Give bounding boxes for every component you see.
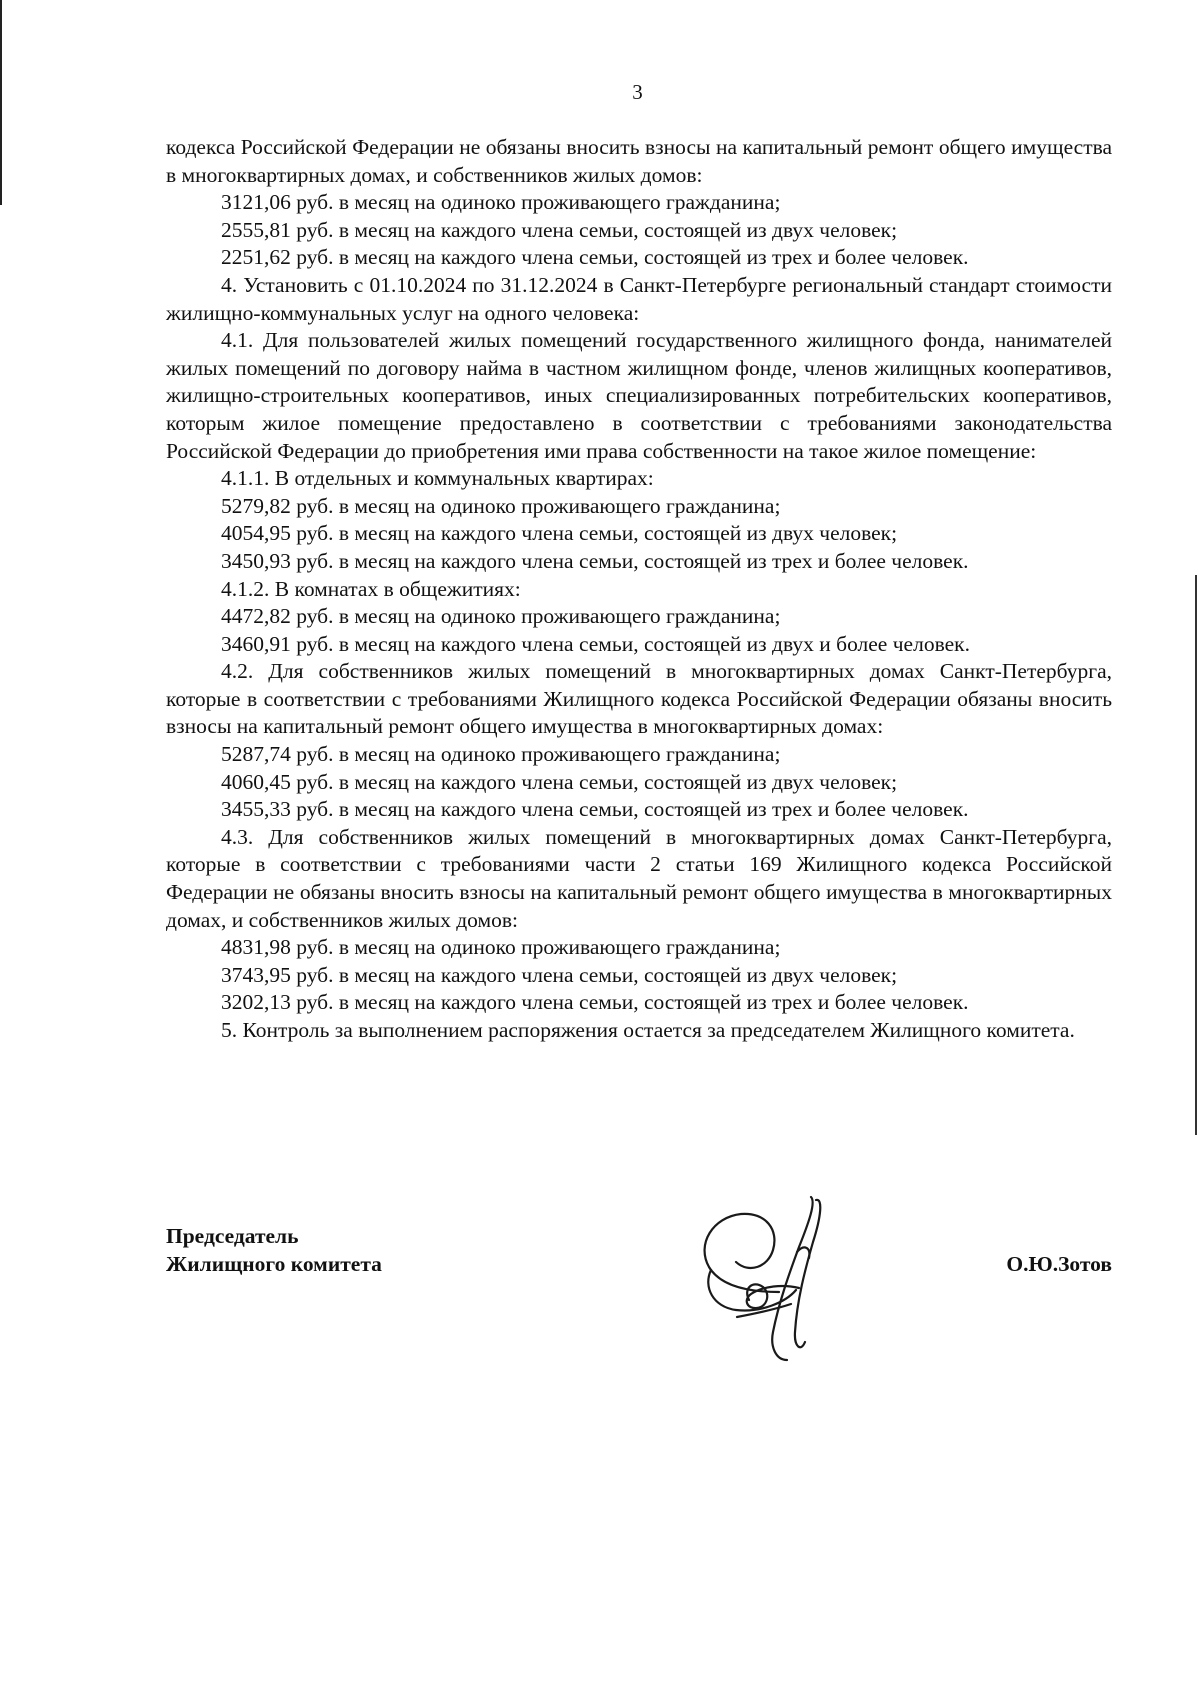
paragraph: 2251,62 руб. в месяц на каждого члена семьи, состоящей из трех и более человек. [221,245,969,270]
paragraph: 4. Установить с 01.10.2024 по 31.12.2024 в Санкт-Петербурге региональный стандарт стоимости жилищно-коммунальных услуг на одного человека: [166,272,1112,325]
page-number: 3 [632,80,643,104]
signer-title-line1: Председатель [166,1224,299,1248]
scan-edge-right [1195,575,1197,1135]
document-body [166,134,1112,1045]
paragraph: 4.3. Для собственников жилых помещений в многоквартирных домах Санкт-Петербурга, которые в соответствии с требованиями части 2 статьи 169 Жилищного кодекса Российской Федерации не обязаны вносить взносы на капитальный ремонт общего имущества в многоквартирных домах, и собственников жилых домов: [166,824,1112,932]
signer-title-line2: Жилищного комитета [166,1252,382,1276]
paragraph: 4060,45 руб. в месяц на каждого члена семьи, состоящей из двух человек; [221,769,898,794]
paragraph: кодекса Российской Федерации не обязаны вносить взносы на капитальный ремонт общего имущества в многоквартирных домах, и собственников жилых домов: [166,135,1112,187]
paragraph: 5. Контроль за выполнением распоряжения остается за председателем Жилищного комитета. [221,1018,1075,1042]
paragraph: 3450,93 руб. в месяц на каждого члена семьи, состоящей из трех и более человек. [221,548,969,573]
paragraph: 4.1. Для пользователей жилых помещений государственного жилищного фонда, нанимателей жилых помещений по договору найма в частном жилищном фонде, членов жилищных кооперативов, жилищно-строительных кооперативов, иных специализированных потребительских кооперативов, которым жилое помещение предоставлено в соответствии с требованиями законодательства Российской Федерации до приобретения ими права собственности на такое жилое помещение: [166,328,1112,463]
paragraph: 3121,06 руб. в месяц на одиноко проживающего гражданина; [221,190,781,215]
signature-block [166,1222,1112,1382]
paragraph: 5287,74 руб. в месяц на одиноко проживающего гражданина; [221,742,781,767]
handwritten-signature [691,1192,841,1367]
paragraph: 5279,82 руб. в месяц на одиноко проживающего гражданина; [221,493,781,518]
paragraph: 3460,91 руб. в месяц на каждого члена семьи, состоящей из двух и более человек. [221,631,970,656]
paragraph: 3743,95 руб. в месяц на каждого члена семьи, состоящей из двух человек; [221,962,898,987]
paragraph: 4.1.1. В отдельных и коммунальных квартирах: [221,466,654,491]
paragraph: 4.1.2. В комнатах в общежитиях: [221,576,521,601]
paragraph: 3202,13 руб. в месяц на каждого члена семьи, состоящей из трех и более человек. [221,990,969,1015]
paragraph: 3455,33 руб. в месяц на каждого члена семьи, состоящей из трех и более человек. [221,797,969,822]
paragraph: 4472,82 руб. в месяц на одиноко проживающего гражданина; [221,604,781,629]
paragraph: 2555,81 руб. в месяц на каждого члена семьи, состоящей из двух человек; [221,217,898,242]
signer-title [166,1222,382,1278]
paragraph: 4.2. Для собственников жилых помещений в многоквартирных домах Санкт-Петербурга, которые в соответствии с требованиями Жилищного кодекса Российской Федерации обязаны вносить взносы на капитальный ремонт общего имущества в многоквартирных домах: [166,659,1112,739]
signer-name: О.Ю.Зотов [1006,1252,1112,1276]
paragraph: 4831,98 руб. в месяц на одиноко проживающего гражданина; [221,935,781,960]
paragraph: 4054,95 руб. в месяц на каждого члена семьи, состоящей из двух человек; [221,521,898,546]
